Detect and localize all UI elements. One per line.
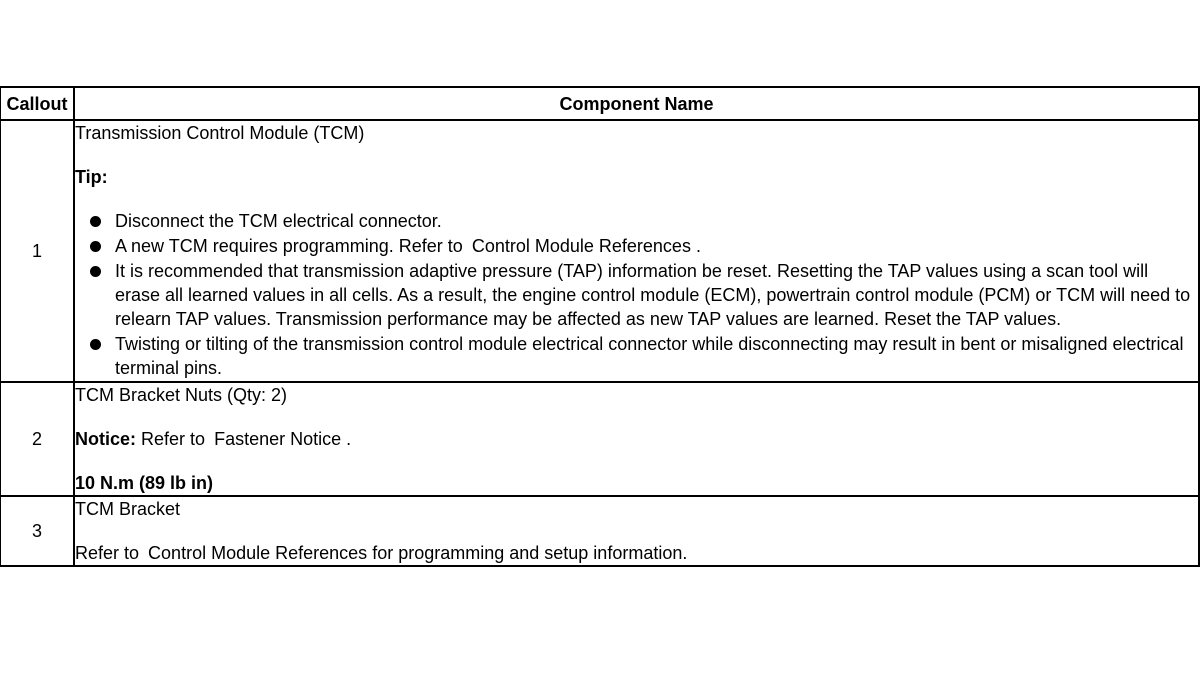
list-item xyxy=(75,234,1198,258)
bullet-icon xyxy=(90,339,101,350)
component-name-header: Component Name xyxy=(74,87,1199,120)
bullet-icon xyxy=(90,241,101,252)
control-module-references-link[interactable]: Control Module References xyxy=(471,236,691,256)
notice-line xyxy=(75,427,1198,451)
component-cell xyxy=(74,382,1199,496)
refer-line xyxy=(75,541,1198,565)
tip-text: Twisting or tilting of the transmission control module electrical connector while disconnecting may result in bent or misaligned electrical terminal pins. xyxy=(115,334,1184,378)
tip-text: Disconnect the TCM electrical connector. xyxy=(115,211,442,231)
component-cell xyxy=(74,496,1199,566)
refer-text: Refer to xyxy=(75,543,140,563)
table-row xyxy=(0,382,1199,496)
list-item xyxy=(75,209,1198,233)
callout-header: Callout xyxy=(0,87,74,120)
list-item xyxy=(75,259,1198,331)
table-row xyxy=(0,120,1199,382)
component-title: TCM Bracket xyxy=(75,499,181,519)
tip-label: Tip: xyxy=(75,167,108,187)
refer-suffix: for programming and setup information. xyxy=(372,543,688,563)
tip-text: A new TCM requires programming. Refer to xyxy=(115,236,463,256)
notice-text: Refer to xyxy=(141,429,206,449)
tip-list xyxy=(75,209,1198,380)
callout-number: 1 xyxy=(0,120,74,382)
control-module-references-link[interactable]: Control Module References xyxy=(148,543,368,563)
torque-spec: 10 N.m (89 lb in) xyxy=(75,473,214,493)
component-title: Transmission Control Module (TCM) xyxy=(75,123,365,143)
tip-suffix: . xyxy=(695,236,701,256)
notice-suffix: . xyxy=(346,429,352,449)
fastener-notice-link[interactable]: Fastener Notice xyxy=(214,429,342,449)
component-table xyxy=(0,86,1200,567)
callout-number: 2 xyxy=(0,382,74,496)
table-header-row xyxy=(0,87,1199,120)
notice-label: Notice: xyxy=(75,429,137,449)
callout-number: 3 xyxy=(0,496,74,566)
tip-text: It is recommended that transmission adaptive pressure (TAP) information be reset. Resetting the TAP values using a scan tool will erase all learned values in all cells. As a result, the engine control module (ECM), powertrain control module (PCM) or TCM will need to relearn TAP values. Transmission performance may be affected as new TAP values are learned. Reset the TAP values. xyxy=(115,261,1191,329)
list-item xyxy=(75,332,1198,380)
component-cell xyxy=(74,120,1199,382)
bullet-icon xyxy=(90,266,101,277)
component-title: TCM Bracket Nuts (Qty: 2) xyxy=(75,385,288,405)
bullet-icon xyxy=(90,216,101,227)
table-row xyxy=(0,496,1199,566)
